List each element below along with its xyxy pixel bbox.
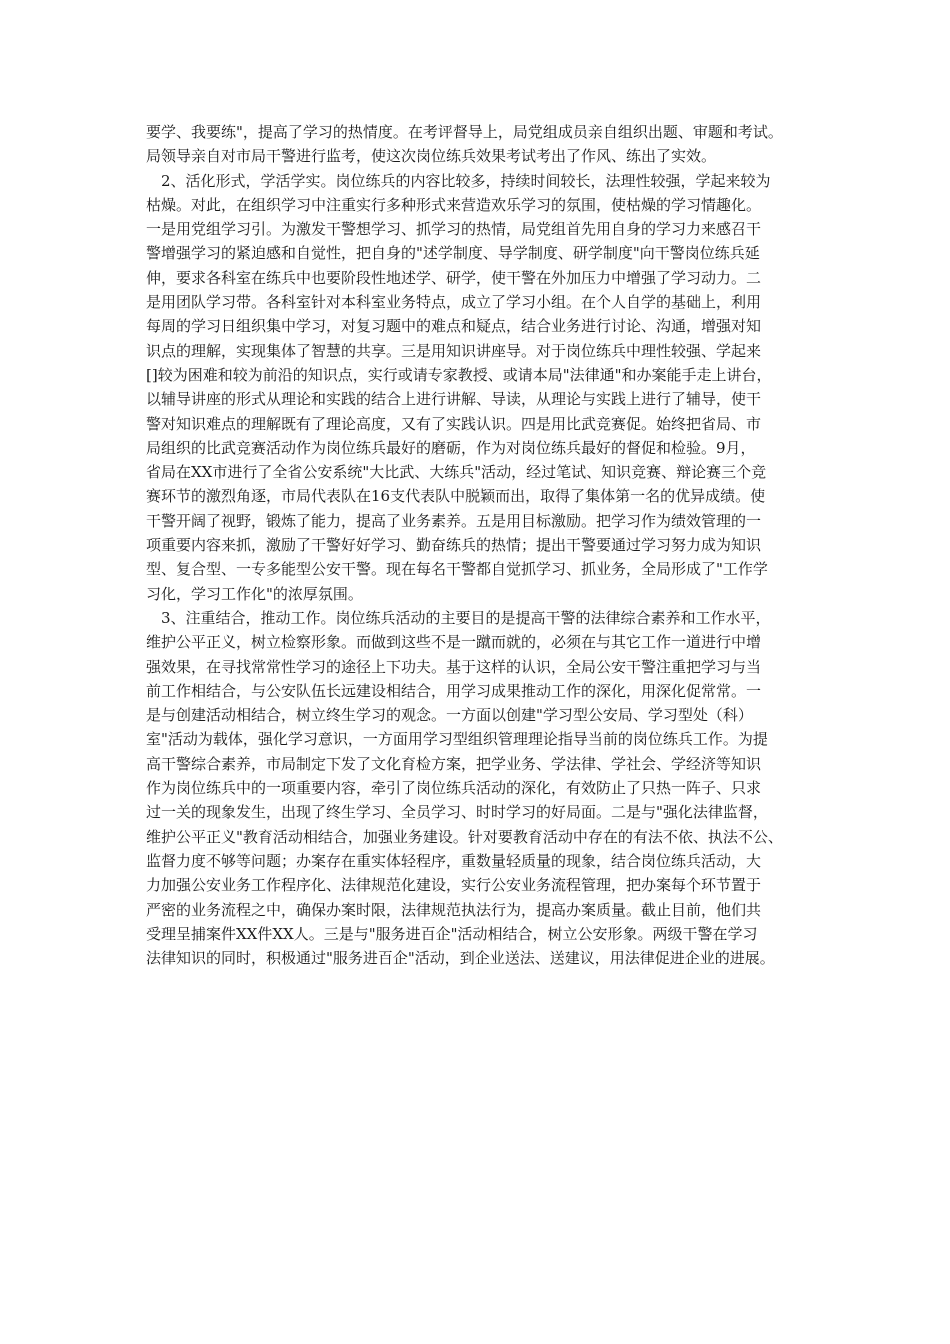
text-line: 警增强学习的紧迫感和自觉性，把自身的"述学制度、导学制度、研学制度"向干警岗位练兵延 xyxy=(146,244,760,263)
text-line: 是与创建活动相结合，树立终生学习的观念。一方面以创建"学习型公安局、学习型处（科） xyxy=(146,706,753,725)
text-line: 伸，要求各科室在练兵中也要阶段性地述学、研学，使干警在外加压力中增强了学习动力。二 xyxy=(146,268,762,287)
text-line: 监督力度不够等问题；办案存在重实体轻程序，重数量轻质量的现象，结合岗位练兵活动，大 xyxy=(146,851,762,870)
text-line: 一是用党组学习引。为激发干警想学习、抓学习的热情，局党组首先用自身的学习力来感召干 xyxy=(146,220,762,239)
text-line: 型、复合型、一专多能型公安干警。现在每名干警都自觉抓学习、抓业务，全局形成了"工作学 xyxy=(146,560,768,579)
text-line: 省局在XX市进行了全省公安系统"大比武、大练兵"活动，经过笔试、知识竞赛、辩论赛三个竞 xyxy=(146,463,767,482)
text-line: []较为困难和较为前沿的知识点，实行或请专家教授、或请本局"法律通"和办案能手走上讲台， xyxy=(146,365,772,384)
text-line: 受理呈捕案件XX件XX人。三是与"服务进百企"活动相结合，树立公安形象。两级干警在学习 xyxy=(146,924,758,943)
text-line: 以辅导讲座的形式从理论和实践的结合上进行讲解、导读，从理论与实践上进行了辅导，使干 xyxy=(146,390,762,409)
text-line: 枯燥。对此，在组织学习中注重实行多种形式来营造欢乐学习的氛围，使枯燥的学习情趣化。 xyxy=(146,195,762,214)
text-line: 强效果，在寻找常常性学习的途径上下功夫。基于这样的认识，全局公安干警注重把学习与当 xyxy=(146,657,762,676)
text-line: 干警开阔了视野，锻炼了能力，提高了业务素养。五是用目标激励。把学习作为绩效管理的一 xyxy=(146,511,762,530)
text-line: 维护公平正义"教育活动相结合，加强业务建设。针对要教育活动中存在的有法不依、执法不公、 xyxy=(146,827,783,846)
text-line: 项重要内容来抓，激励了干警好好学习、勤奋练兵的热情；提出干警要通过学习努力成为知识 xyxy=(146,536,762,555)
text-line: 2、活化形式，学活学实。岗位练兵的内容比较多，持续时间较长，法理性较强，学起来较为 xyxy=(146,171,771,190)
text-line: 严密的业务流程之中，确保办案时限，法律规范执法行为，提高办案质量。截止目前，他们共 xyxy=(146,900,762,919)
text-line: 局组织的比武竞赛活动作为岗位练兵最好的磨砺，作为对岗位练兵最好的督促和检验。9月， xyxy=(146,438,756,457)
text-line: 法律知识的同时，积极通过"服务进百企"活动，到企业送法、送建议，用法律促进企业的进展。 xyxy=(146,949,775,968)
text-line: 维护公平正义，树立检察形象。而做到这些不是一蹴而就的，必须在与其它工作一道进行中增 xyxy=(146,633,762,652)
text-line: 过一关的现象发生，出现了终生学习、全员学习、时时学习的好局面。二是与"强化法律监督， xyxy=(146,803,768,822)
text-line: 3、注重结合，推动工作。岗位练兵活动的主要目的是提高干警的法律综合素养和工作水平， xyxy=(146,608,771,627)
body-text xyxy=(146,120,816,970)
text-line: 前工作相结合，与公安队伍长远建设相结合，用学习成果推动工作的深化，用深化促常常。一 xyxy=(146,681,762,700)
text-line: 高干警综合素养，市局制定下发了文化育检方案，把学业务、学法律、学社会、学经济等知识 xyxy=(146,754,762,773)
text-line: 作为岗位练兵中的一项重要内容，牵引了岗位练兵活动的深化，有效防止了只热一阵子、只求 xyxy=(146,779,762,798)
text-line: 是用团队学习带。各科室针对本科室业务特点，成立了学习小组。在个人自学的基础上，利用 xyxy=(146,293,762,312)
text-line: 力加强公安业务工作程序化、法律规范化建设，实行公安业务流程管理，把办案每个环节置于 xyxy=(146,876,762,895)
text-line: 赛环节的激烈角逐，市局代表队在16支代表队中脱颖而出，取得了集体第一名的优异成绩。使 xyxy=(146,487,766,506)
text-line: 局领导亲自对市局干警进行监考，使这次岗位练兵效果考试考出了作风、练出了实效。 xyxy=(146,147,717,166)
text-line: 每周的学习日组织集中学习，对复习题中的难点和疑点，结合业务进行讨论、沟通，增强对知 xyxy=(146,317,762,336)
text-line: 要学、我要练"，提高了学习的热情度。在考评督导上，局党组成员亲自组织出题、审题和考试。 xyxy=(146,123,783,141)
text-line: 警对知识难点的理解既有了理论高度，又有了实践认识。四是用比武竞赛促。始终把省局、市 xyxy=(146,414,762,433)
text-line: 习化，学习工作化"的浓厚氛围。 xyxy=(146,584,363,603)
text-line: 识点的理解，实现集体了智慧的共享。三是用知识讲座导。对于岗位练兵中理性较强、学起来 xyxy=(146,341,762,360)
text-line: 室"活动为载体，强化学习意识，一方面用学习型组织管理理论指导当前的岗位练兵工作。为提 xyxy=(146,730,768,749)
